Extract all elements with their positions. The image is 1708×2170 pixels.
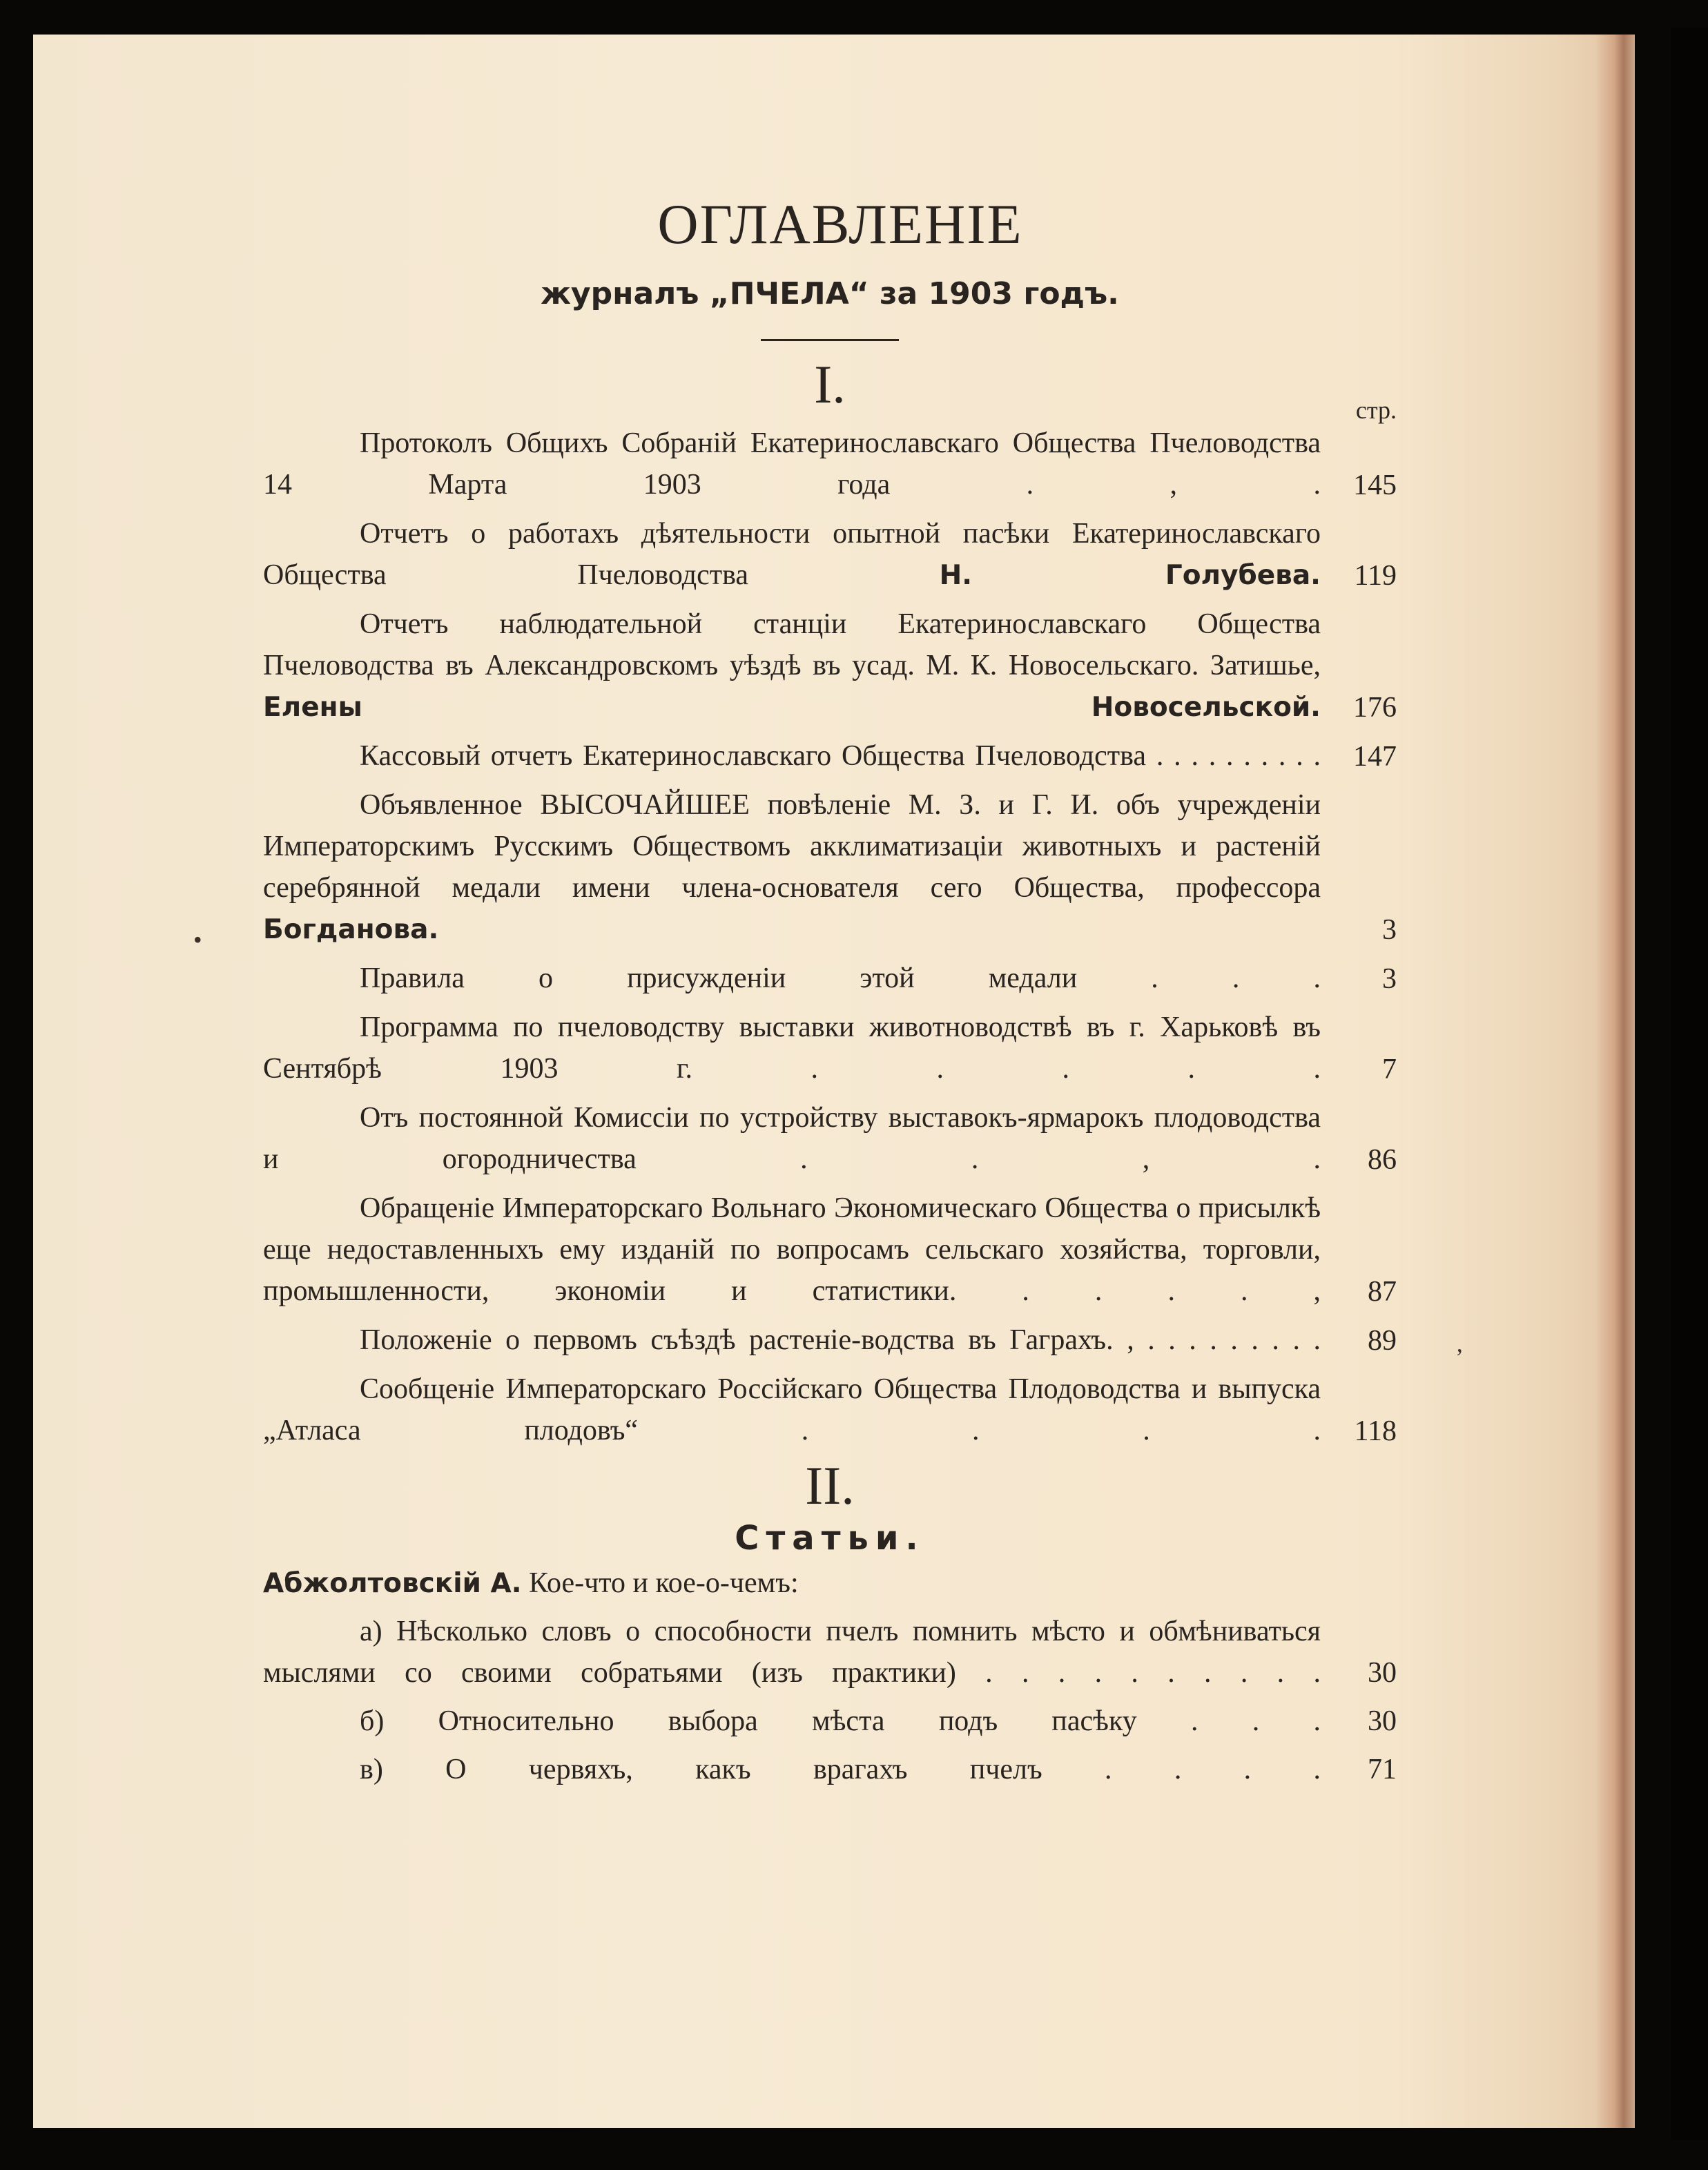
toc-entry	[263, 1749, 1397, 1790]
section-title-articles: Статьи.	[735, 1519, 925, 1558]
divider-rule	[761, 339, 899, 341]
toc-entry	[263, 1611, 1397, 1694]
toc-entry-title: Обращеніе Императорскаго Вольнаго Экономическаго Общества о присылкѣ еще недоставленныхъ ему изданій по вопросамъ сельскаго хозяйства, торговли, промышленности, экономіи и статистики. . . . . ,	[263, 1192, 1321, 1307]
toc-entry	[263, 423, 1397, 506]
toc-entry	[263, 784, 1397, 951]
page-title: ОГЛАВЛЕНІЕ	[657, 193, 1023, 255]
toc-entry-page-number: 86	[1368, 1144, 1397, 1176]
toc-entry-page-number: 87	[1368, 1276, 1397, 1308]
toc-entry	[263, 1319, 1397, 1362]
section-2-entries	[263, 1611, 1397, 1790]
journal-subtitle: журналъ „ПЧЕЛА“ за 1903 годъ.	[541, 276, 1119, 311]
section-1-entries	[263, 423, 1397, 1452]
toc-entry-page-number: 3	[1382, 914, 1397, 946]
toc-entry	[263, 603, 1397, 728]
page-column-label: стр.	[1355, 396, 1397, 424]
section-numeral-2: II.	[805, 1455, 855, 1515]
toc-entry-title: Кассовый отчетъ Екатеринославскаго Общества Пчеловодства . . . . . . . . . .	[360, 740, 1321, 772]
ink-speck: •	[193, 926, 202, 953]
toc-entry	[263, 1368, 1397, 1452]
toc-entry	[263, 1007, 1397, 1090]
toc-entry-page-number: 89	[1368, 1325, 1397, 1357]
toc-entry-text	[263, 1611, 1321, 1694]
toc-entry-title: Правила о присужденіи этой медали . . .	[360, 962, 1321, 994]
toc-entry-page-number: 3	[1382, 963, 1397, 995]
toc-entry-author: Н. Голубева.	[939, 560, 1321, 591]
scan-border	[1671, 28, 1708, 2140]
toc-entry-title: Отчетъ наблюдательной станціи Екатеринославскаго Общества Пчеловодства въ Александровскомъ уѣздѣ въ усад. М. К. Новосельскаго. Затишье,	[263, 608, 1321, 681]
toc-entry-author: Богданова.	[263, 914, 439, 945]
toc-entry-text	[263, 423, 1321, 506]
toc-entry-text	[263, 958, 1321, 1000]
toc-entry-title: Сообщеніе Императорскаго Россійскаго Общества Плодоводства и выпуска „Атласа плодовъ“ . . . .	[263, 1373, 1321, 1446]
toc-entry	[263, 1701, 1397, 1742]
article-title: Кое-что и кое-о-чемъ:	[529, 1567, 799, 1599]
toc-entry-title: Положеніе о первомъ съѣздѣ растеніе-водства въ Гаграхъ. , . . . . . . . . .	[360, 1324, 1321, 1356]
toc-entry-text	[263, 784, 1321, 951]
toc-entry-author: Елены Новосельской.	[263, 692, 1321, 723]
toc-entry-text	[263, 513, 1321, 597]
toc-entry	[263, 1188, 1397, 1312]
article-author: Абжолтовскій А.	[263, 1568, 522, 1599]
toc-entry-text	[263, 1701, 1321, 1742]
toc-entry-page-number: 118	[1354, 1415, 1397, 1447]
toc-entry-title: Объявленное ВЫСОЧАЙШЕЕ повѣленіе М. З. и Г. И. объ учрежденіи Императорскимъ Русскимъ Обществомъ акклиматизаціи животныхъ и растеній серебрянной медали имени члена-основателя сего Общества, профессора	[263, 789, 1321, 904]
toc-entry-page-number: 147	[1353, 741, 1397, 773]
toc-entry	[263, 958, 1397, 1000]
toc-entry-page-number: 71	[1368, 1754, 1397, 1785]
toc-entry	[263, 513, 1397, 597]
toc-entry-text	[263, 1319, 1321, 1362]
toc-entry-title: а) Нѣсколько словъ о способности пчелъ помнить мѣсто и обмѣниваться мыслями со своими собратьями (изъ практики) . . . . . . . . . .	[263, 1616, 1321, 1689]
toc-entry-title: Отъ постоянной Комиссіи по устройству выставокъ-ярмарокъ плодоводства и огородничества . . , .	[263, 1102, 1321, 1175]
toc-entry-page-number: 119	[1354, 560, 1397, 592]
toc-entry-text	[263, 735, 1321, 777]
book-page	[33, 35, 1635, 2128]
toc-entry	[263, 1097, 1397, 1181]
page-spine-shadow	[1595, 35, 1635, 2128]
toc-entry-text	[263, 603, 1321, 728]
toc-entry-text	[263, 1749, 1321, 1790]
toc-entry-page-number: 30	[1368, 1657, 1397, 1689]
toc-entry-title: Отчетъ о работахъ дѣятельности опытной пасѣки Екатеринославскаго Общества Пчеловодства	[263, 518, 1321, 591]
toc-entry-text	[263, 1007, 1321, 1090]
toc-entry-title: б) Относительно выбора мѣста подъ пасѣку . . .	[360, 1705, 1321, 1737]
toc-entry-title: Программа по пчеловодству выставки животноводствѣ въ г. Харьковѣ въ Сентябрѣ 1903 г. . . . . .	[263, 1011, 1321, 1085]
section-numeral-1: I.	[814, 354, 846, 414]
toc-entry-page-number: 7	[1382, 1054, 1397, 1085]
ink-speck: ʼ	[1455, 1344, 1464, 1371]
toc-entry-text	[263, 1368, 1321, 1452]
toc-entry-text	[263, 1188, 1321, 1312]
toc-entry-page-number: 30	[1368, 1705, 1397, 1737]
toc-entry-title: в) О червяхъ, какъ врагахъ пчелъ . . . .	[360, 1754, 1321, 1785]
toc-entry-page-number: 145	[1353, 469, 1397, 501]
toc-entry-page-number: 176	[1353, 692, 1397, 724]
toc-entry-title: Протоколъ Общихъ Собраній Екатеринославскаго Общества Пчеловодства 14 Марта 1903 года . , .	[263, 427, 1321, 501]
toc-entry	[263, 735, 1397, 777]
toc-entry-text	[263, 1097, 1321, 1181]
table-of-contents	[263, 190, 1397, 1797]
article-author-line	[263, 1562, 1397, 1611]
